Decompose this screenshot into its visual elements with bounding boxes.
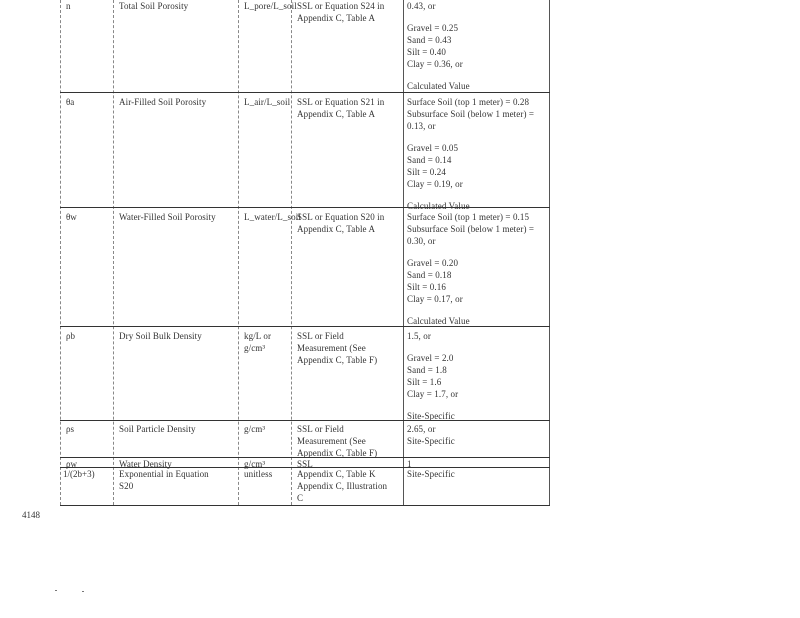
row-parameter-name: Water-Filled Soil Porosity: [119, 212, 216, 222]
row-symbol: ρs: [66, 424, 74, 434]
row-rule: [60, 505, 550, 506]
row-source: SSL or Equation S24 in Appendix C, Table A: [297, 1, 385, 23]
scan-speck: [55, 590, 57, 591]
row-value: 0.43, or Gravel = 0.25 Sand = 0.43 Silt = 0.40 Clay = 0.36, or Calculated Value: [407, 1, 470, 91]
row-parameter-name: Exponential in Equation S20: [119, 469, 209, 491]
row-parameter-name: Soil Particle Density: [119, 424, 196, 434]
row-parameter-name: Dry Soil Bulk Density: [119, 331, 202, 341]
row-symbol: n: [66, 1, 71, 11]
row-symbol: ρb: [66, 331, 75, 341]
column-rule: [60, 0, 61, 505]
column-rule: [238, 0, 239, 505]
row-value: 1: [407, 459, 412, 469]
row-symbol: θw: [66, 212, 77, 222]
row-source: SSL or Field Measurement (See Appendix C, Table F): [297, 331, 378, 365]
row-rule: [60, 420, 550, 421]
row-parameter-name: Total Soil Porosity: [119, 1, 189, 11]
row-symbol: ρw: [66, 459, 77, 469]
row-units: unitless: [244, 469, 273, 479]
column-rule: [113, 0, 114, 505]
row-source: SSL or Equation S21 in Appendix C, Table A: [297, 97, 385, 119]
row-units: g/cm³: [244, 424, 266, 434]
row-value: Surface Soil (top 1 meter) = 0.15 Subsurface Soil (below 1 meter) = 0.30, or Gravel = 0.20 Sand = 0.18 Silt = 0.16 Clay = 0.17, or Calculated Value: [407, 212, 535, 326]
row-parameter-name: Air-Filled Soil Porosity: [119, 97, 207, 107]
row-units: L_pore/L_soil: [244, 1, 297, 11]
row-parameter-name: Water Density: [119, 459, 172, 469]
row-value: Site-Specific: [407, 469, 455, 479]
row-units: g/cm³: [244, 459, 266, 469]
row-symbol: θa: [66, 97, 75, 107]
row-rule: [60, 92, 550, 93]
scan-speck: [82, 591, 84, 592]
column-rule: [291, 0, 292, 505]
row-source: Appendix C, Table K Appendix C, Illustration C: [297, 469, 388, 503]
row-source: SSL or Equation S20 in Appendix C, Table A: [297, 212, 385, 234]
page-number: 4148: [22, 510, 40, 520]
row-value: 1.5, or Gravel = 2.0 Sand = 1.8 Silt = 1.6 Clay = 1.7, or Site-Specific: [407, 331, 459, 421]
row-source: SSL or Field Measurement (See Appendix C, Table F): [297, 424, 378, 458]
column-rule: [403, 0, 404, 505]
row-symbol: 1/(2b+3): [63, 469, 95, 479]
row-source: SSL: [297, 459, 313, 469]
row-units: L_water/L_soil: [244, 212, 301, 222]
row-units: L_air/L_soil: [244, 97, 291, 107]
row-value: Surface Soil (top 1 meter) = 0.28 Subsurface Soil (below 1 meter) = 0.13, or Gravel = 0.05 Sand = 0.14 Silt = 0.24 Clay = 0.19, or Calculated Value: [407, 97, 535, 211]
column-rule: [549, 0, 550, 505]
row-value: 2.65, or Site-Specific: [407, 424, 455, 446]
row-units: kg/L or g/cm³: [244, 331, 272, 353]
